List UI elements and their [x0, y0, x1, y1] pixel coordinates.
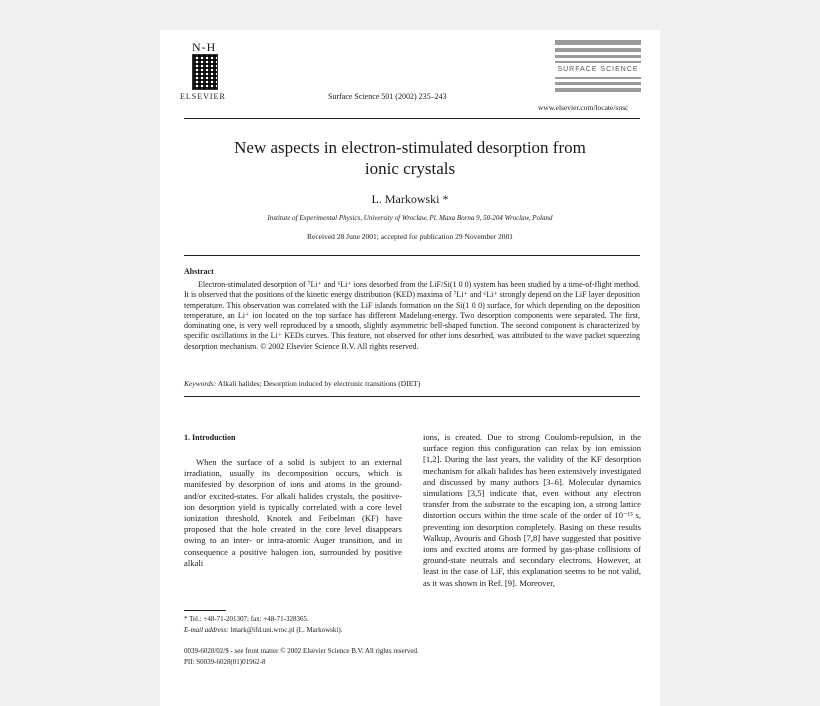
logo-bar: [555, 77, 641, 79]
section-heading: 1. Introduction: [184, 433, 236, 442]
column-left: [184, 457, 402, 569]
keywords-text: Alkali halides; Desorption induced by electronic transitions (DIET): [217, 379, 421, 388]
logo-surface-science-text: SURFACE SCIENCE: [557, 66, 639, 73]
column-right: [423, 432, 641, 589]
logo-bar: [555, 88, 641, 92]
author: L. Markowski *: [371, 192, 449, 206]
abstract-divider-top: [184, 255, 640, 256]
abstract-heading: Abstract: [184, 267, 214, 276]
affiliation: Institute of Experimental Physics, University of Wroclaw, Pl. Maxa Borna 9, 50-204 Wroclaw, Poland: [267, 214, 553, 222]
pii-line: PII: S0039-6028(01)01962-8: [184, 658, 266, 666]
abstract-text: Electron-stimulated desorption of ⁷Li⁺ and ⁶Li⁺ ions desorbed from the LiF/Si(1 0 0) system has been studied by a time-of-flight method. It is observed that the positions of the kinetic energy distribution (KED) maxima of ⁷Li⁺ and ⁶Li⁺ strongly depend on the LiF layer deposition temperature. This observation was correlated with the LiF islands formation on the Si(1 0 0) surface, for which depending on the deposition temperature, an Li⁺ ion located on the top surface has different Madelung-energy. Two desorption components were separated. The first, dominating one, is very well reproduced by a smooth, slightly asymmetric bell-shaped function. The second component is characterized by specific oscillations in the Li⁺ KEDs curves. This feature, not observed for other ions desorbed, was attributed to the wave packet squeezing desorption mechanism. © 2002 Elsevier Science B.V. All rights reserved.: [184, 280, 640, 351]
surface-science-logo: [555, 40, 641, 96]
title-line: ionic crystals: [364, 159, 456, 178]
paper-page: [160, 30, 660, 706]
journal-url[interactable]: www.elsevier.com/locate/susc: [538, 103, 629, 112]
keywords: [184, 379, 640, 388]
elsevier-emblem-icon: [192, 54, 218, 90]
copyright-line: 0039-6028/02/$ - see front matter © 2002 Elsevier Science B.V. All rights reserved.: [184, 647, 419, 655]
page-footer: [184, 646, 419, 668]
logo-bar: [555, 40, 641, 45]
email-address[interactable]: lmark@ifd.uni.wroc.pl (L. Markowski).: [230, 626, 343, 634]
footnote-contact: * Tel.: +48-71-201307; fax: +48-71-328365.: [184, 615, 309, 623]
title-line: New aspects in electron-stimulated desorption from: [234, 138, 586, 157]
logo-bar: [555, 55, 641, 58]
article-title: [160, 137, 660, 179]
logo-bar: [555, 82, 641, 85]
journal-reference: Surface Science 501 (2002) 235–243: [328, 92, 447, 101]
abstract-body: [184, 280, 640, 352]
paragraph: When the surface of a solid is subject to an external irradiation, usually its decomposition occurs, which is manifested by desorption of ions and atoms in the ground- and/or excited-states. For alkali halides crystals, the positive-ion desorption yield is typically correlated with a core level ionization threshold. Knotek and Feibelman (KF) have proposed that the hole created in the core level disappears owing to an inter- or intra-atomic Auger transition, and in consequence a positive halogen ion, surrounded by positive alkali: [184, 457, 402, 568]
paragraph: ions, is created. Due to strong Coulomb-repulsion, in the surface region this configuration can relax by ion emission [1,2]. During the last years, the validity of the KF desorption mechanism for alkali halides has been extensively investigated and discussed by many authors [3–6]. Molecular dynamics simulations [3,5] indicate that, even without any electron transfer from the substrate to the escaping ion, a strong lattice distortion occurs within the time scale of the order of 10⁻¹³ s, preventing ion desorption completely. Basing on these results Walkup, Avouris and Ghosh [7,8] have suggested that positive ions and excited atoms are formed by gas-phase collisions of ground-state neutrals and secondary electrons. However, at least in the case of LiF, this explanation seems to be not valid, as it was shown in Ref. [9]. Moreover,: [423, 432, 641, 588]
email-label: E-mail address:: [184, 626, 229, 634]
keywords-label: Keywords:: [184, 379, 217, 388]
logo-elsevier-text: ELSEVIER: [180, 92, 226, 101]
logo-nh-text: N-H: [192, 40, 217, 54]
received-dates: Received 28 June 2001; accepted for publication 29 November 2001: [307, 232, 513, 241]
footnote: [184, 614, 410, 636]
header-divider: [184, 118, 640, 119]
north-holland-logo: [180, 40, 228, 104]
abstract-divider-bottom: [184, 396, 640, 397]
footnote-email-line: [184, 625, 410, 636]
logo-bar: [555, 61, 641, 63]
logo-bar: [555, 48, 641, 52]
footnote-divider: [184, 610, 226, 611]
